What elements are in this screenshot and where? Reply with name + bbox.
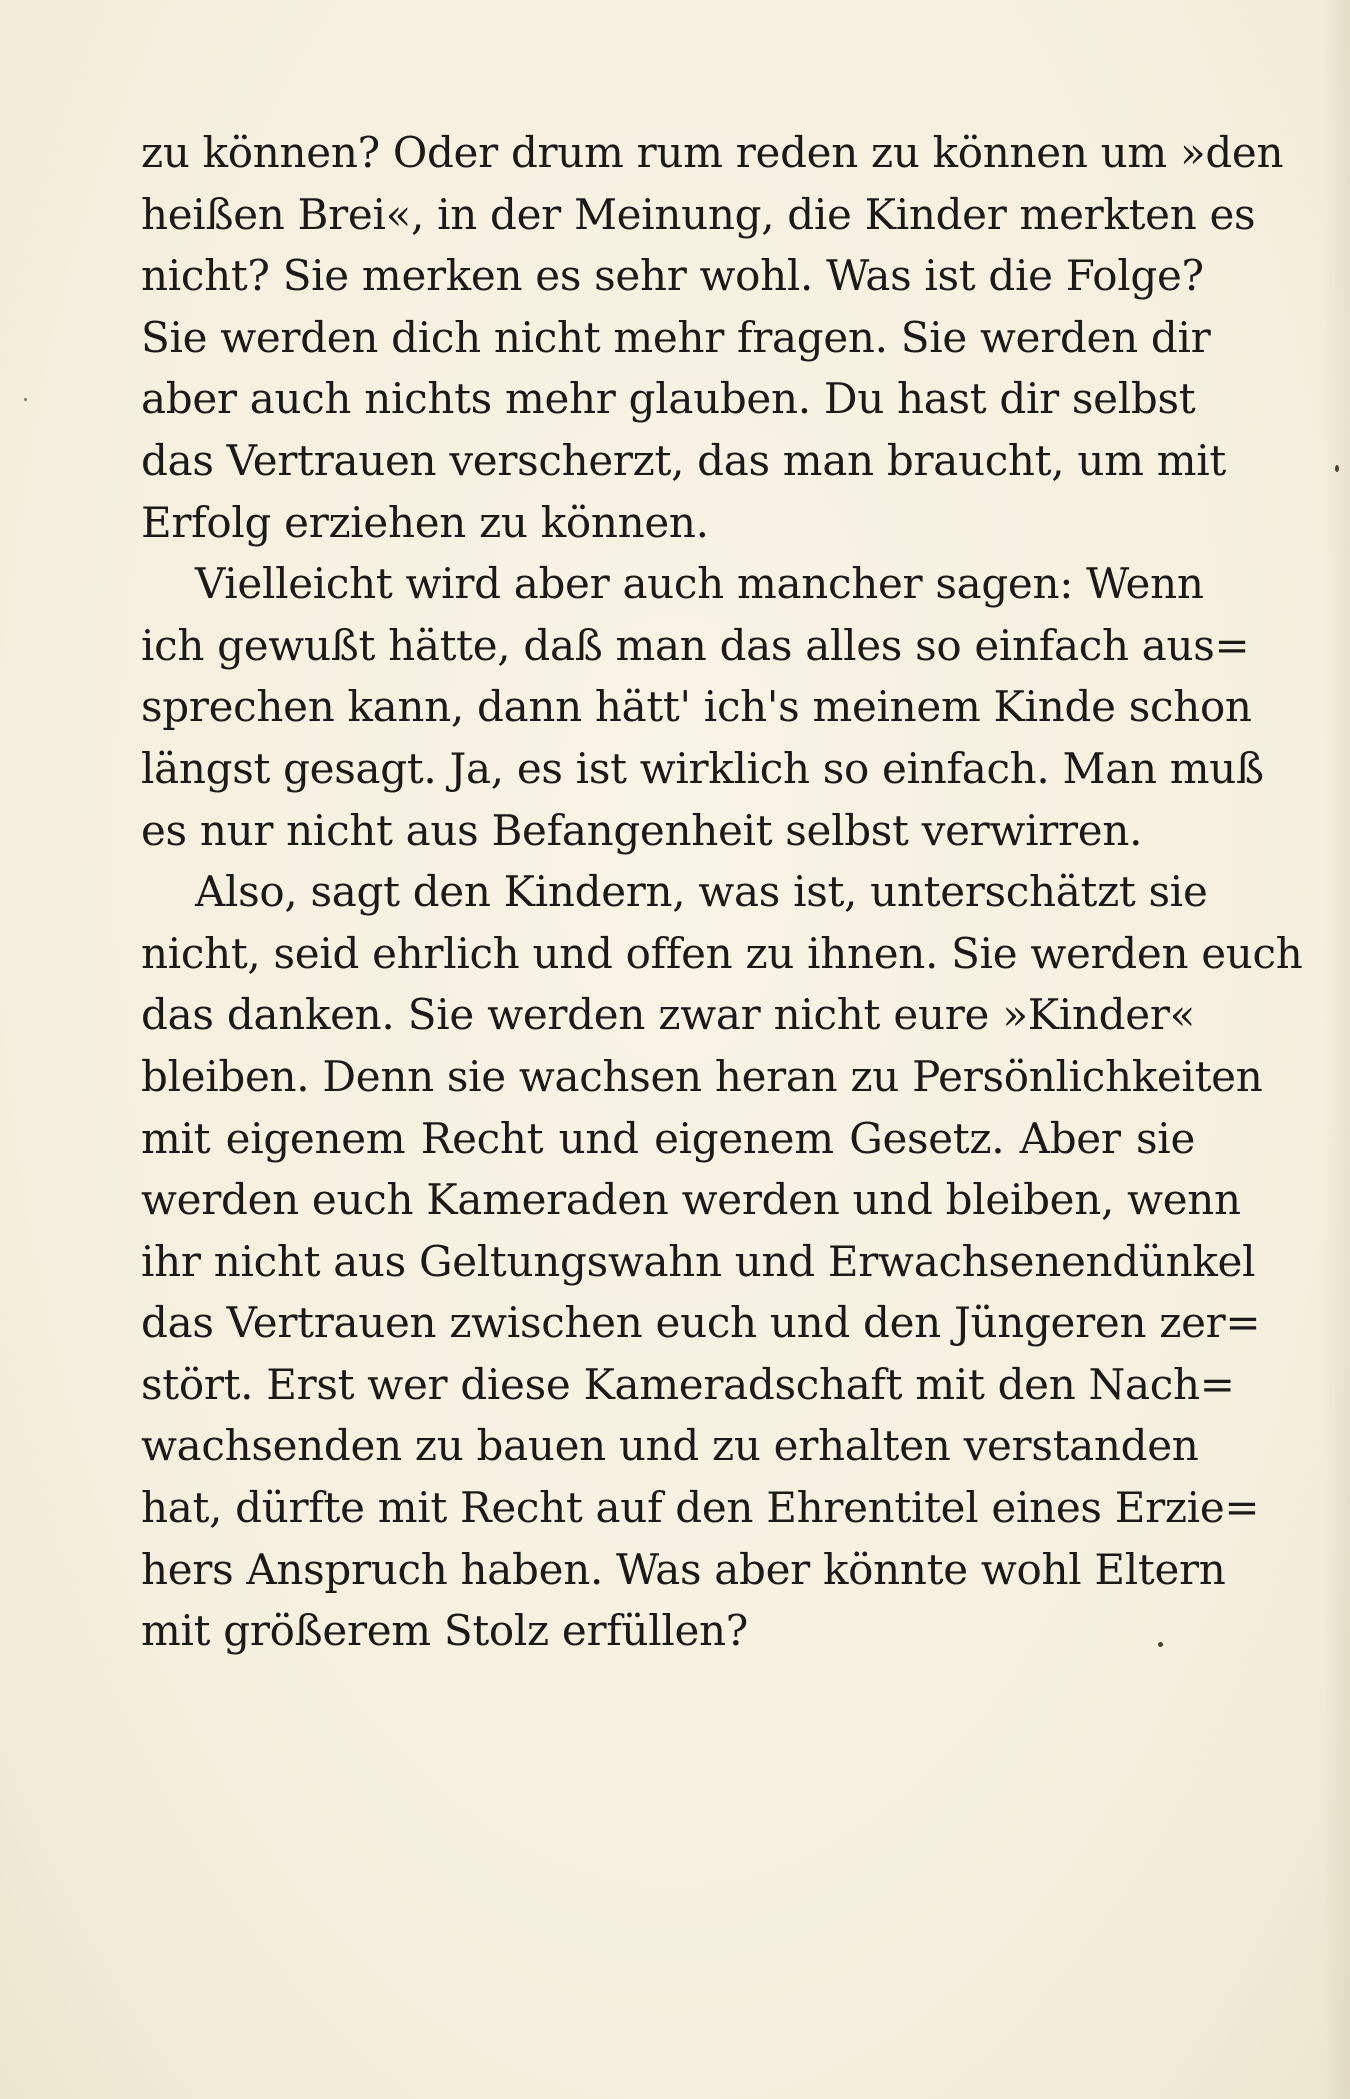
ink-speck <box>24 398 27 401</box>
text-line: ihr nicht aus Geltungswahn und Erwachsenendünkel <box>141 1236 1256 1286</box>
text-line: nicht, seid ehrlich und offen zu ihnen. Sie werden euch <box>141 928 1303 978</box>
body-text <box>141 122 1303 1662</box>
text-line: mit eigenem Recht und eigenem Gesetz. Aber sie <box>141 1113 1195 1163</box>
text-line: aber auch nichts mehr glauben. Du hast dir selbst <box>141 374 1196 424</box>
text-line: das Vertrauen zwischen euch und den Jüngeren zer= <box>141 1298 1261 1348</box>
text-line: stört. Erst wer diese Kameradschaft mit den Nach= <box>141 1359 1235 1409</box>
text-line: das danken. Sie werden zwar nicht eure »Kinder« <box>141 990 1195 1040</box>
text-line: bleiben. Denn sie wachsen heran zu Persönlichkeiten <box>141 1051 1263 1101</box>
paragraph <box>141 122 1284 553</box>
text-line: heißen Brei«, in der Meinung, die Kinder merkten es <box>141 189 1256 239</box>
text-line: hat, dürfte mit Recht auf den Ehrentitel eines Erzie= <box>141 1483 1260 1533</box>
text-line: Also, sagt den Kindern, was ist, unterschätzt sie <box>195 867 1208 917</box>
text-line: ich gewußt hätte, daß man das alles so einfach aus= <box>141 620 1250 670</box>
paragraph <box>141 553 1264 861</box>
text-line: zu können? Oder drum rum reden zu können um »den <box>141 128 1284 177</box>
ink-speck <box>1158 1642 1163 1647</box>
text-line: hers Anspruch haben. Was aber könnte wohl Eltern <box>141 1544 1226 1594</box>
text-line: es nur nicht aus Befangenheit selbst verwirren. <box>141 805 1143 855</box>
text-line: nicht? Sie merken es sehr wohl. Was ist die Folge? <box>141 251 1204 301</box>
text-line: wachsenden zu bauen und zu erhalten verstanden <box>141 1421 1199 1471</box>
text-line: sprechen kann, dann hätt' ich's meinem Kinde schon <box>141 682 1252 732</box>
text-line: mit größerem Stolz erfüllen? <box>141 1606 749 1656</box>
text-line: das Vertrauen verscherzt, das man braucht, um mit <box>141 435 1226 485</box>
paragraph <box>141 861 1303 1662</box>
text-line: Sie werden dich nicht mehr fragen. Sie werden dir <box>141 312 1211 362</box>
text-line: Erfolg erziehen zu können. <box>141 497 709 547</box>
text-line: Vielleicht wird aber auch mancher sagen: Wenn <box>195 559 1204 609</box>
text-line: werden euch Kameraden werden und bleiben, wenn <box>141 1175 1241 1225</box>
ink-speck <box>1335 465 1339 472</box>
text-line: längst gesagt. Ja, es ist wirklich so einfach. Man muß <box>141 743 1264 793</box>
